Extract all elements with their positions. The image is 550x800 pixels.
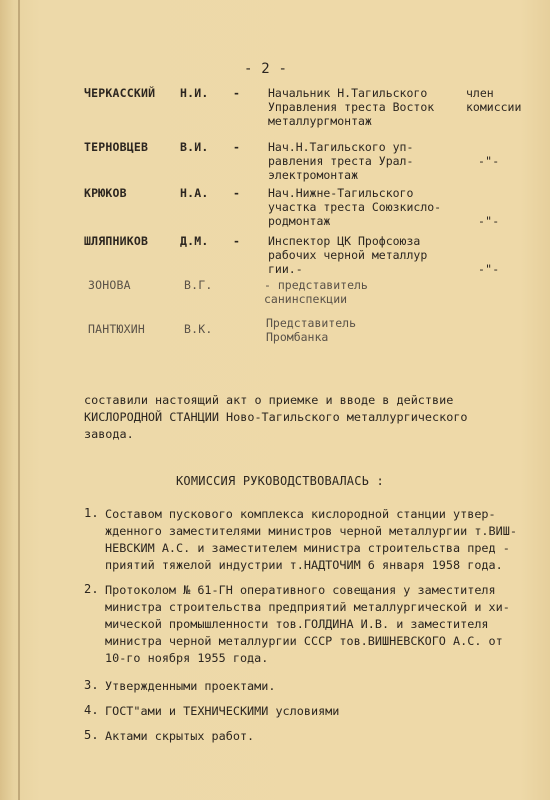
- member-surname: ТЕРНОВЦЕВ: [84, 140, 149, 154]
- page-number: - 2 -: [244, 61, 288, 77]
- member-position: - представитель санинспекции: [264, 278, 368, 306]
- member-role: -"-: [478, 214, 500, 228]
- member-surname: ШЛЯПНИКОВ: [84, 234, 149, 248]
- list-item-number: 4.: [84, 703, 99, 717]
- member-position: Начальник Н.Тагильского Управления треста Восток металлургмонтаж: [268, 86, 435, 128]
- member-dash: -: [233, 86, 241, 100]
- member-initials: Н.А.: [180, 186, 209, 200]
- list-item-text: ГОСТ"ами и ТЕХНИЧЕСКИМИ условиями: [105, 704, 340, 718]
- member-dash: -: [233, 186, 241, 200]
- section-heading: КОМИССИЯ РУКОВОДСТВОВАЛАСЬ :: [176, 474, 384, 488]
- member-position: Представитель Промбанка: [266, 316, 357, 344]
- member-role: -"-: [478, 262, 500, 276]
- member-dash: -: [233, 140, 241, 154]
- list-item-number: 5.: [84, 728, 99, 742]
- member-role: -"-: [478, 154, 500, 168]
- list-item-number: 1.: [84, 506, 99, 520]
- list-item-text: Утвержденными проектами.: [105, 679, 276, 693]
- member-dash: -: [233, 234, 241, 248]
- member-initials: В.К.: [184, 322, 213, 336]
- member-initials: Н.И.: [180, 86, 209, 100]
- member-position: Нач.Нижне-Тагильского участка треста Союзкисло- родмонтаж: [268, 186, 442, 228]
- binding-edge: [18, 0, 20, 800]
- member-initials: В.Г.: [184, 278, 213, 292]
- list-item-text: Актами скрытых работ.: [105, 729, 255, 743]
- list-item-text: Составом пускового комплекса кислородной станции утвер- жденного заместителями министров черной металлургии т.ВИШ- НЕВСКИМ А.С. и заместителем министра строительства пред - приятий тяжелой индустрии т.НАДТОЧИМ 6 января 1958 года.: [105, 507, 517, 572]
- member-position: Нач.Н.Тагильского уп- равления треста Урал- электромонтаж: [268, 140, 414, 182]
- list-item-text: Протоколом № 61-ГН оперативного совещания у заместителя министра строительства предприятий металлургической и хи- мической промышленности тов.ГОЛДИНА И.В. и заместителя министра черной металлургии СССР тов.ВИШНЕВСКОГО А.С. от 10-го ноября 1955 года.: [105, 583, 510, 665]
- intro-paragraph: составили настоящий акт о приемке и вводе в действие КИСЛОРОДНОЙ СТАНЦИИ Ново-Тагильского металлургического завода.: [84, 393, 468, 441]
- member-surname: ПАНТЮХИН: [88, 322, 145, 336]
- member-surname: ЧЕРКАССКИЙ: [84, 86, 156, 100]
- member-role: член комиссии: [466, 86, 522, 114]
- member-initials: В.И.: [180, 140, 209, 154]
- member-surname: КРЮКОВ: [84, 186, 127, 200]
- member-position: Инспектор ЦК Профсоюза рабочих черной металлур гии.-: [268, 234, 428, 276]
- list-item-number: 3.: [84, 678, 99, 692]
- list-item-number: 2.: [84, 582, 99, 596]
- member-surname: ЗОНОВА: [88, 278, 131, 292]
- member-initials: Д.М.: [180, 234, 209, 248]
